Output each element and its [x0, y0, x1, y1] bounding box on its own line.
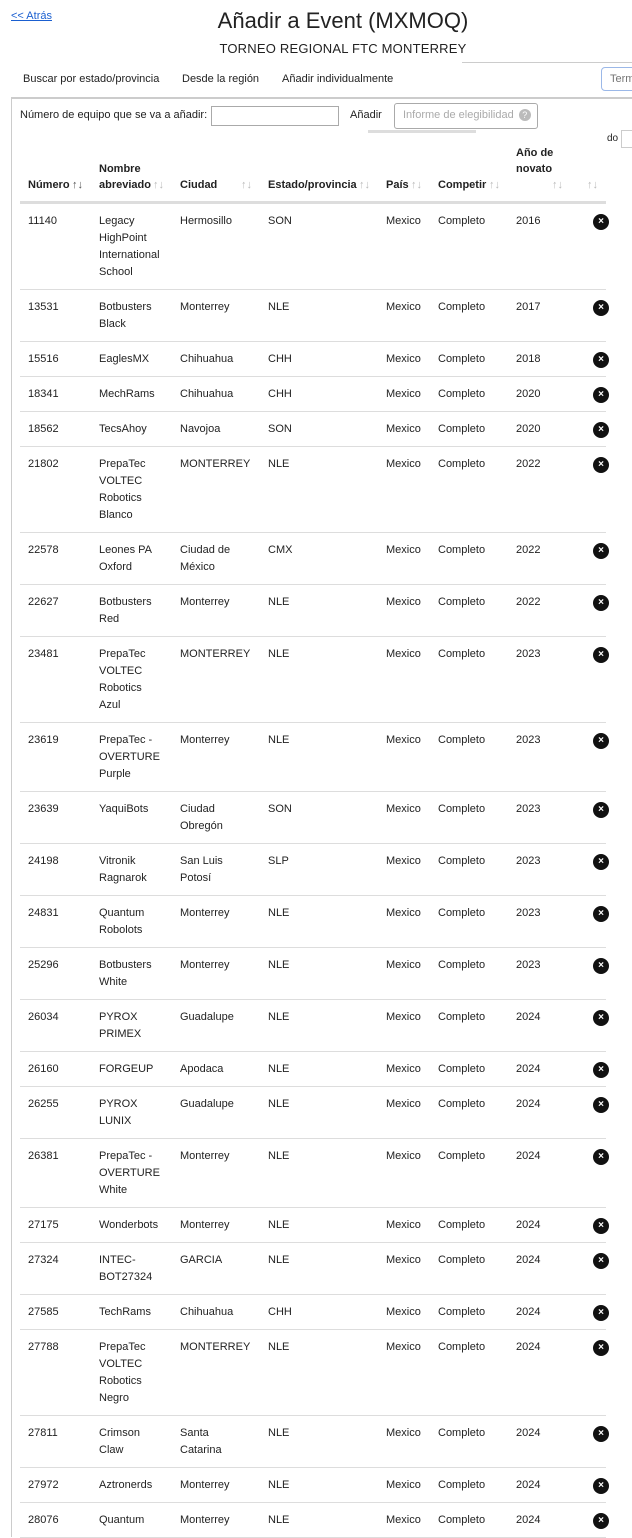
cell-rookie-year: 2022 [508, 585, 571, 637]
cell-short-name: TecsAhoy [91, 412, 172, 447]
cell-compete: Completo [430, 896, 508, 948]
remove-icon[interactable]: × [593, 457, 609, 473]
cell-number: 25296 [20, 948, 91, 1000]
cell-country: Mexico [378, 1416, 430, 1468]
cell-remove [571, 290, 606, 342]
cell-compete: Completo [430, 342, 508, 377]
team-number-label: Número de equipo que se va a añadir: [20, 109, 208, 121]
sort-icon: ↑↓ [241, 179, 252, 191]
cell-city: Monterrey [172, 585, 260, 637]
cell-short-name: Botbusters Red [91, 585, 172, 637]
cell-state: NLE [260, 1052, 378, 1087]
cell-city: GARCIA [172, 1243, 260, 1295]
remove-icon[interactable]: × [593, 300, 609, 316]
cell-compete: Completo [430, 1295, 508, 1330]
dropdown-edge [368, 130, 476, 133]
table-row [20, 723, 606, 792]
cell-city: Monterrey [172, 1139, 260, 1208]
cell-remove [571, 1468, 606, 1503]
cell-rookie-year: 2024 [508, 1243, 571, 1295]
table-row [20, 412, 606, 447]
table-row [20, 447, 606, 533]
cell-number: 27972 [20, 1468, 91, 1503]
cell-country: Mexico [378, 412, 430, 447]
tab-by-state[interactable]: Buscar por estado/provincia [23, 73, 160, 85]
cell-state: NLE [260, 1000, 378, 1052]
table-row [20, 1087, 606, 1139]
table-row [20, 844, 606, 896]
cell-state: NLE [260, 1416, 378, 1468]
cell-compete: Completo [430, 844, 508, 896]
cell-rookie-year: 2024 [508, 1295, 571, 1330]
cell-city: Monterrey [172, 896, 260, 948]
table-row [20, 1416, 606, 1468]
cell-number: 13531 [20, 290, 91, 342]
cell-rookie-year: 2022 [508, 447, 571, 533]
cell-remove [571, 896, 606, 948]
cell-country: Mexico [378, 792, 430, 844]
cell-number: 27811 [20, 1416, 91, 1468]
cell-state: NLE [260, 1087, 378, 1139]
table-row [20, 1052, 606, 1087]
length-label: do [607, 133, 619, 144]
eligibility-report-button[interactable] [394, 103, 538, 129]
cell-remove [571, 533, 606, 585]
column-header-number[interactable]: Número ↑↓ [20, 137, 91, 203]
table-row [20, 792, 606, 844]
cell-state: CMX [260, 533, 378, 585]
remove-icon[interactable]: × [593, 387, 609, 403]
remove-icon[interactable]: × [593, 543, 609, 559]
eligibility-report-label: Informe de elegibilidad [403, 109, 514, 121]
column-header-city[interactable]: Ciudad ↑↓ [172, 137, 260, 203]
sort-icon: ↑↓ [72, 179, 83, 191]
cell-number: 26381 [20, 1139, 91, 1208]
cell-rookie-year: 2024 [508, 1416, 571, 1468]
page-title: Añadir a Event (MXMOQ) [217, 8, 469, 33]
cell-country: Mexico [378, 896, 430, 948]
cell-number: 22578 [20, 533, 91, 585]
cell-country: Mexico [378, 1087, 430, 1139]
cell-country: Mexico [378, 637, 430, 723]
remove-icon[interactable]: × [593, 595, 609, 611]
cell-number: 26255 [20, 1087, 91, 1139]
back-link[interactable]: << Atrás [11, 10, 52, 22]
cell-city: Monterrey [172, 1208, 260, 1243]
tab-add-individually[interactable]: Añadir individualmente [282, 73, 394, 85]
cell-rookie-year: 2024 [508, 1503, 571, 1538]
cell-country: Mexico [378, 1468, 430, 1503]
cell-city: Monterrey [172, 290, 260, 342]
table-row [20, 1139, 606, 1208]
cell-short-name: MechRams [91, 377, 172, 412]
cell-state: NLE [260, 723, 378, 792]
cell-rookie-year: 2020 [508, 412, 571, 447]
table-row [20, 1000, 606, 1052]
cell-country: Mexico [378, 1330, 430, 1416]
cell-state: NLE [260, 1503, 378, 1538]
table-row [20, 1330, 606, 1416]
table-row [20, 637, 606, 723]
cell-short-name: Quantum [91, 1503, 172, 1538]
cell-rookie-year: 2016 [508, 203, 571, 290]
remove-icon[interactable]: × [593, 854, 609, 870]
cell-short-name: PYROX PRIMEX [91, 1000, 172, 1052]
table-row [20, 533, 606, 585]
cell-remove [571, 377, 606, 412]
remove-icon[interactable]: × [593, 1340, 609, 1356]
table-row [20, 1468, 606, 1503]
cell-city: Santa Catarina [172, 1416, 260, 1468]
cell-compete: Completo [430, 1416, 508, 1468]
cell-short-name: Legacy HighPoint International School [91, 203, 172, 290]
cell-number: 15516 [20, 342, 91, 377]
cell-number: 23481 [20, 637, 91, 723]
column-header-state[interactable]: Estado/provincia ↑↓ [260, 137, 378, 203]
remove-icon[interactable]: × [593, 1149, 609, 1165]
cell-state: NLE [260, 1139, 378, 1208]
cell-remove [571, 792, 606, 844]
cell-short-name: INTEC-BOT27324 [91, 1243, 172, 1295]
remove-icon[interactable]: × [593, 422, 609, 438]
cell-country: Mexico [378, 723, 430, 792]
table-row [20, 585, 606, 637]
cell-short-name: PYROX LUNIX [91, 1087, 172, 1139]
cell-state: CHH [260, 377, 378, 412]
cell-compete: Completo [430, 377, 508, 412]
table-row [20, 1503, 606, 1538]
cell-remove [571, 1295, 606, 1330]
cell-country: Mexico [378, 1139, 430, 1208]
cell-city: Chihuahua [172, 377, 260, 412]
cell-short-name: PrepaTec - OVERTURE White [91, 1139, 172, 1208]
cell-remove [571, 203, 606, 290]
cell-city: MONTERREY [172, 1330, 260, 1416]
cell-compete: Completo [430, 1087, 508, 1139]
cell-number: 21802 [20, 447, 91, 533]
cell-city: Monterrey [172, 723, 260, 792]
cell-number: 27788 [20, 1330, 91, 1416]
cell-short-name: PrepaTec VOLTEC Robotics Negro [91, 1330, 172, 1416]
cell-number: 22627 [20, 585, 91, 637]
cell-country: Mexico [378, 585, 430, 637]
cell-rookie-year: 2018 [508, 342, 571, 377]
cell-rookie-year: 2024 [508, 1208, 571, 1243]
cell-short-name: PrepaTec - OVERTURE Purple [91, 723, 172, 792]
remove-icon[interactable]: × [593, 958, 609, 974]
column-header-country[interactable]: País ↑↓ [378, 137, 430, 203]
table-row [20, 203, 606, 290]
cell-country: Mexico [378, 1000, 430, 1052]
cell-state: NLE [260, 1330, 378, 1416]
cell-city: Monterrey [172, 1503, 260, 1538]
column-header-actions[interactable] [571, 137, 606, 203]
help-icon: ? [519, 109, 531, 121]
remove-icon[interactable]: × [593, 1253, 609, 1269]
cell-state: SON [260, 412, 378, 447]
cell-number: 23619 [20, 723, 91, 792]
table-body [20, 203, 606, 1538]
cell-remove [571, 1503, 606, 1538]
cell-remove [571, 1139, 606, 1208]
cell-number: 18341 [20, 377, 91, 412]
cell-state: NLE [260, 447, 378, 533]
table-row [20, 377, 606, 412]
cell-rookie-year: 2020 [508, 377, 571, 412]
page-subtitle: TORNEO REGIONAL FTC MONTERREY [219, 41, 467, 56]
table-row [20, 1208, 606, 1243]
cell-remove [571, 1000, 606, 1052]
cell-country: Mexico [378, 533, 430, 585]
cell-number: 28076 [20, 1503, 91, 1538]
cell-rookie-year: 2024 [508, 1330, 571, 1416]
cell-number: 24198 [20, 844, 91, 896]
cell-short-name: FORGEUP [91, 1052, 172, 1087]
remove-icon[interactable]: × [593, 1010, 609, 1026]
cell-compete: Completo [430, 412, 508, 447]
cell-state: SON [260, 792, 378, 844]
column-header-short-name[interactable]: Nombre abreviado ↑↓ [91, 137, 172, 203]
cell-city: Monterrey [172, 948, 260, 1000]
cell-city: Guadalupe [172, 1087, 260, 1139]
cell-short-name: YaquiBots [91, 792, 172, 844]
remove-icon[interactable]: × [593, 1426, 609, 1442]
cell-compete: Completo [430, 1139, 508, 1208]
cell-city: San Luis Potosí [172, 844, 260, 896]
cell-rookie-year: 2022 [508, 533, 571, 585]
sort-icon: ↑↓ [587, 179, 598, 191]
cell-city: MONTERREY [172, 637, 260, 723]
cell-remove [571, 1052, 606, 1087]
cell-city: Ciudad de México [172, 533, 260, 585]
table-row [20, 290, 606, 342]
cell-compete: Completo [430, 948, 508, 1000]
table-row [20, 342, 606, 377]
remove-icon[interactable]: × [593, 647, 609, 663]
cell-rookie-year: 2024 [508, 1468, 571, 1503]
remove-icon[interactable]: × [593, 1305, 609, 1321]
cell-compete: Completo [430, 792, 508, 844]
cell-remove [571, 723, 606, 792]
cell-rookie-year: 2024 [508, 1052, 571, 1087]
cell-short-name: Botbusters White [91, 948, 172, 1000]
sort-icon: ↑↓ [552, 179, 563, 191]
sort-icon: ↑↓ [153, 179, 164, 191]
search-input[interactable] [601, 67, 632, 91]
cell-number: 26160 [20, 1052, 91, 1087]
cell-compete: Completo [430, 447, 508, 533]
cell-rookie-year: 2023 [508, 637, 571, 723]
cell-country: Mexico [378, 203, 430, 290]
cell-rookie-year: 2023 [508, 844, 571, 896]
cell-compete: Completo [430, 585, 508, 637]
cell-number: 27585 [20, 1295, 91, 1330]
cell-city: Ciudad Obregón [172, 792, 260, 844]
cell-number: 18562 [20, 412, 91, 447]
cell-state: NLE [260, 1468, 378, 1503]
cell-rookie-year: 2017 [508, 290, 571, 342]
cell-short-name: TechRams [91, 1295, 172, 1330]
tab-from-region[interactable]: Desde la región [182, 73, 260, 85]
remove-icon[interactable]: × [593, 1097, 609, 1113]
teams-table [20, 137, 606, 1538]
cell-short-name: Aztronerds [91, 1468, 172, 1503]
cell-compete: Completo [430, 1000, 508, 1052]
cell-compete: Completo [430, 1052, 508, 1087]
cell-compete: Completo [430, 1468, 508, 1503]
cell-compete: Completo [430, 1208, 508, 1243]
cell-rookie-year: 2024 [508, 1000, 571, 1052]
cell-number: 24831 [20, 896, 91, 948]
tab-bar [11, 63, 632, 98]
cell-compete: Completo [430, 203, 508, 290]
cell-city: Apodaca [172, 1052, 260, 1087]
table-row [20, 948, 606, 1000]
cell-state: NLE [260, 1208, 378, 1243]
cell-short-name: EaglesMX [91, 342, 172, 377]
cell-compete: Completo [430, 1330, 508, 1416]
cell-country: Mexico [378, 290, 430, 342]
table-row [20, 1243, 606, 1295]
cell-state: NLE [260, 896, 378, 948]
cell-country: Mexico [378, 1243, 430, 1295]
cell-short-name: PrepaTec VOLTEC Robotics Blanco [91, 447, 172, 533]
cell-rookie-year: 2023 [508, 948, 571, 1000]
cell-state: NLE [260, 637, 378, 723]
length-select[interactable] [621, 130, 632, 148]
cell-compete: Completo [430, 290, 508, 342]
remove-icon[interactable]: × [593, 352, 609, 368]
cell-remove [571, 637, 606, 723]
cell-remove [571, 844, 606, 896]
remove-icon[interactable]: × [593, 1478, 609, 1494]
cell-compete: Completo [430, 723, 508, 792]
cell-state: NLE [260, 948, 378, 1000]
cell-city: Chihuahua [172, 1295, 260, 1330]
remove-icon[interactable]: × [593, 733, 609, 749]
cell-country: Mexico [378, 844, 430, 896]
cell-rookie-year: 2023 [508, 792, 571, 844]
cell-short-name: PrepaTec VOLTEC Robotics Azul [91, 637, 172, 723]
cell-compete: Completo [430, 637, 508, 723]
cell-compete: Completo [430, 533, 508, 585]
cell-remove [571, 585, 606, 637]
cell-state: CHH [260, 342, 378, 377]
cell-short-name: Vitronik Ragnarok [91, 844, 172, 896]
cell-remove [571, 1416, 606, 1468]
cell-state: SON [260, 203, 378, 290]
cell-country: Mexico [378, 1208, 430, 1243]
cell-compete: Completo [430, 1503, 508, 1538]
column-header-rookie-year[interactable]: Año de novato ↑↓ [508, 137, 571, 203]
cell-remove [571, 447, 606, 533]
cell-short-name: Botbusters Black [91, 290, 172, 342]
cell-state: NLE [260, 1243, 378, 1295]
cell-city: Chihuahua [172, 342, 260, 377]
cell-remove [571, 1243, 606, 1295]
cell-compete: Completo [430, 1243, 508, 1295]
cell-rookie-year: 2023 [508, 723, 571, 792]
cell-state: SLP [260, 844, 378, 896]
cell-short-name: Wonderbots [91, 1208, 172, 1243]
remove-icon[interactable]: × [593, 1218, 609, 1234]
cell-country: Mexico [378, 1295, 430, 1330]
table-row [20, 1295, 606, 1330]
sort-icon: ↑↓ [359, 179, 370, 191]
cell-number: 26034 [20, 1000, 91, 1052]
table-row [20, 896, 606, 948]
cell-short-name: Quantum Robolots [91, 896, 172, 948]
column-header-compete[interactable]: Competir ↑↓ [430, 137, 508, 203]
cell-number: 27175 [20, 1208, 91, 1243]
cell-state: NLE [260, 290, 378, 342]
table-header-row [20, 137, 606, 203]
cell-country: Mexico [378, 377, 430, 412]
remove-icon[interactable]: × [593, 802, 609, 818]
cell-short-name: Leones PA Oxford [91, 533, 172, 585]
team-number-input[interactable] [211, 106, 339, 126]
cell-city: Monterrey [172, 1468, 260, 1503]
cell-number: 27324 [20, 1243, 91, 1295]
remove-icon[interactable]: × [593, 1062, 609, 1078]
cell-city: Navojoa [172, 412, 260, 447]
cell-remove [571, 1330, 606, 1416]
cell-short-name: Crimson Claw [91, 1416, 172, 1468]
cell-rookie-year: 2023 [508, 896, 571, 948]
sort-icon: ↑↓ [411, 179, 422, 191]
cell-country: Mexico [378, 948, 430, 1000]
cell-city: Hermosillo [172, 203, 260, 290]
cell-remove [571, 1087, 606, 1139]
cell-country: Mexico [378, 1503, 430, 1538]
remove-icon[interactable]: × [593, 214, 609, 230]
cell-rookie-year: 2024 [508, 1087, 571, 1139]
cell-number: 11140 [20, 203, 91, 290]
cell-country: Mexico [378, 1052, 430, 1087]
cell-city: Guadalupe [172, 1000, 260, 1052]
sort-icon: ↑↓ [489, 179, 500, 191]
cell-remove [571, 948, 606, 1000]
add-button[interactable]: Añadir [350, 109, 382, 121]
cell-state: NLE [260, 585, 378, 637]
cell-country: Mexico [378, 447, 430, 533]
cell-country: Mexico [378, 342, 430, 377]
remove-icon[interactable]: × [593, 906, 609, 922]
cell-remove [571, 1208, 606, 1243]
cell-state: CHH [260, 1295, 378, 1330]
cell-rookie-year: 2024 [508, 1139, 571, 1208]
cell-number: 23639 [20, 792, 91, 844]
cell-remove [571, 412, 606, 447]
cell-remove [571, 342, 606, 377]
remove-icon[interactable]: × [593, 1513, 609, 1529]
cell-city: MONTERREY [172, 447, 260, 533]
